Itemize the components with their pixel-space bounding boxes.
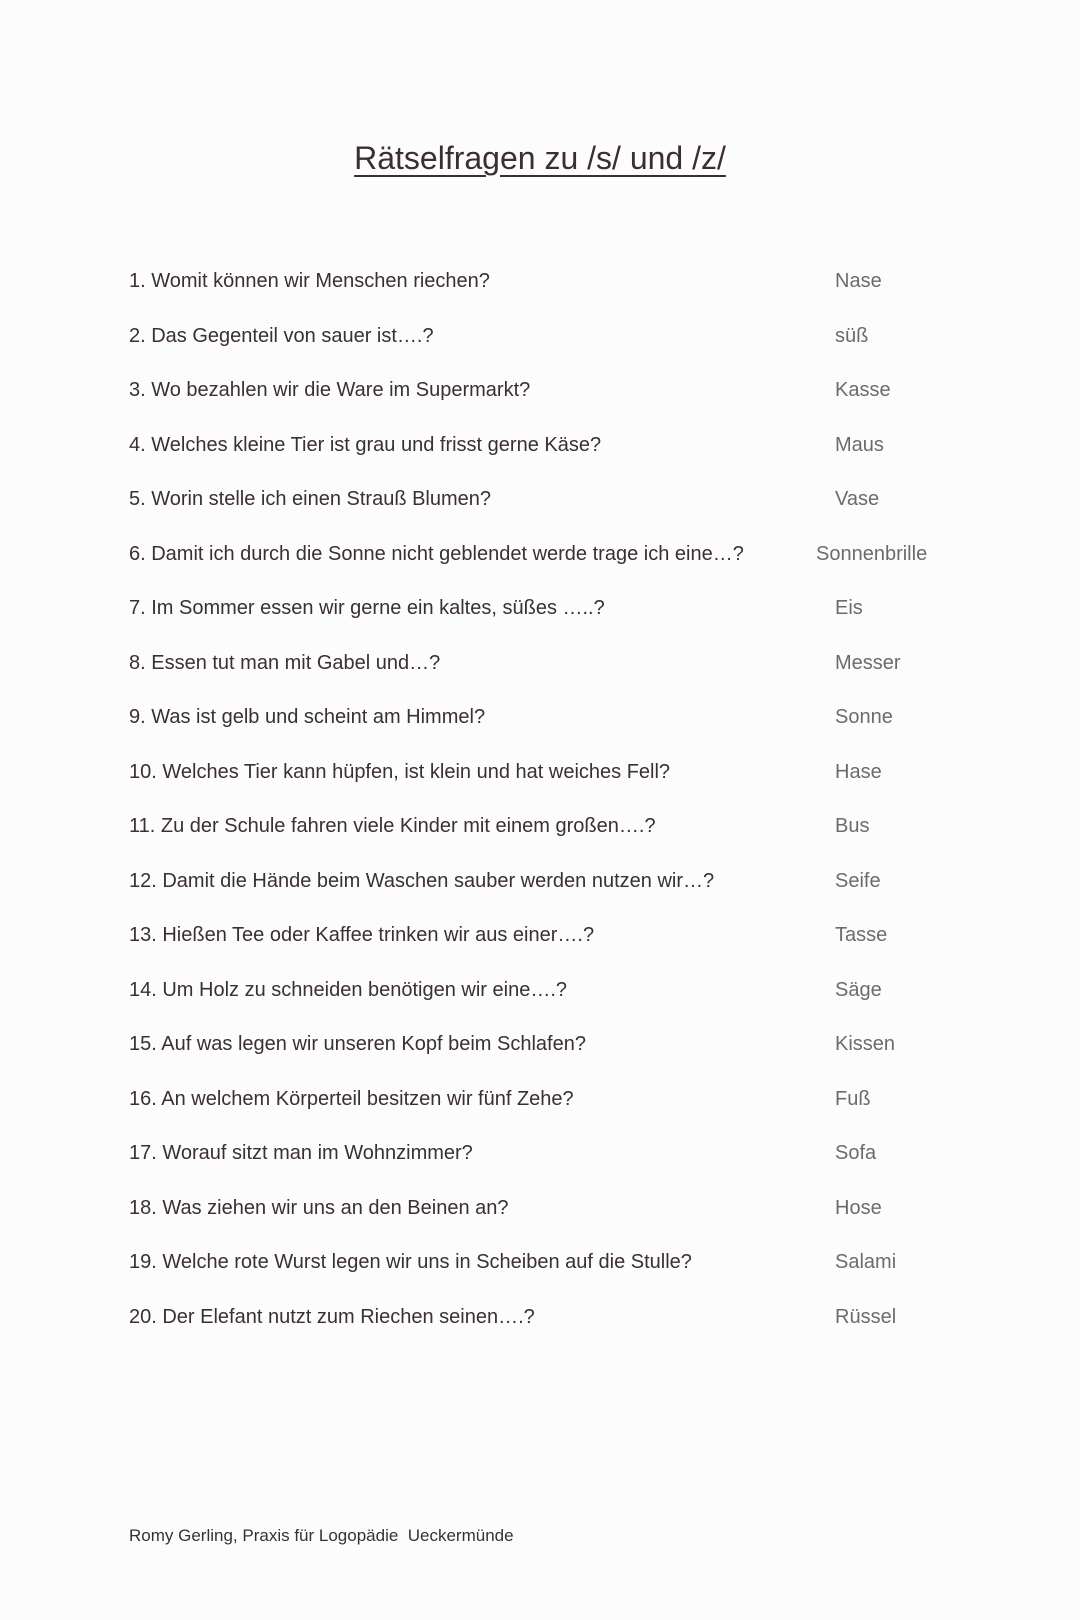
answer-text: Hose [835,1196,882,1219]
list-item [129,757,959,812]
question-text: 16. An welchem Körperteil besitzen wir fünf Zehe? [129,1087,574,1110]
answer-text: Salami [835,1251,897,1273]
list-item [129,975,959,1030]
list-item [129,920,959,975]
answer-text: Fuß [835,1087,871,1110]
list-item [129,702,959,757]
list-item [129,1302,959,1357]
question-text: 5. Worin stelle ich einen Strauß Blumen? [129,488,492,510]
answer-text: Maus [835,433,884,456]
list-item [129,539,959,594]
footer-credit: Romy Gerling, Praxis für Logopädie Ueckermünde [129,1526,514,1545]
answer-text: Seife [835,869,881,892]
answer-text: Messer [835,651,901,674]
question-text: 9. Was ist gelb und scheint am Himmel? [129,706,486,728]
question-text: 20. Der Elefant nutzt zum Riechen seinen….? [129,1305,535,1328]
answer-text: Tasse [835,924,888,946]
answer-text: Kasse [835,379,891,401]
question-text: 17. Worauf sitzt man im Wohnzimmer? [129,1142,473,1164]
list-item [129,1084,959,1139]
answer-text: Sofa [835,1142,877,1164]
answer-text: Eis [835,597,863,619]
question-text: 6. Damit ich durch die Sonne nicht geblendet werde trage ich eine…? [129,542,744,565]
question-text: 8. Essen tut man mit Gabel und…? [129,651,441,674]
question-text: 4. Welches kleine Tier ist grau und frisst gerne Käse? [129,433,602,456]
question-text: 3. Wo bezahlen wir die Ware im Supermarkt? [129,379,531,401]
page-title-text: Rätselfragen zu /s/ und /z/ [354,140,726,176]
question-text: 11. Zu der Schule fahren viele Kinder mit einem großen….? [129,815,656,837]
answer-text: Sonne [835,706,893,728]
list-item [129,321,959,376]
list-item [129,375,959,430]
list-item [129,866,959,921]
question-text: 14. Um Holz zu schneiden benötigen wir eine….? [129,978,568,1001]
list-item [129,811,959,866]
question-text: 12. Damit die Hände beim Waschen sauber werden nutzen wir…? [129,869,715,892]
answer-text: süß [835,324,869,347]
page-title [0,140,1080,177]
answer-text: Rüssel [835,1305,897,1328]
question-text: 13. Hießen Tee oder Kaffee trinken wir aus einer….? [129,924,595,946]
list-item [129,1247,959,1302]
list-item [129,593,959,648]
question-text: 2. Das Gegenteil von sauer ist….? [129,324,434,347]
list-item [129,484,959,539]
question-text: 10. Welches Tier kann hüpfen, ist klein und hat weiches Fell? [129,760,671,783]
question-text: 7. Im Sommer essen wir gerne ein kaltes, süßes …..? [129,597,605,619]
question-text: 15. Auf was legen wir unseren Kopf beim Schlafen? [129,1033,586,1055]
answer-text: Sonnenbrille [816,542,928,565]
list-item [129,648,959,703]
question-text: 19. Welche rote Wurst legen wir uns in Scheiben auf die Stulle? [129,1251,692,1273]
answer-text: Nase [835,270,882,292]
list-item [129,1193,959,1248]
list-item [129,430,959,485]
question-text: 1. Womit können wir Menschen riechen? [129,270,490,292]
answer-text: Säge [835,978,882,1001]
list-item [129,1029,959,1084]
answer-text: Kissen [835,1033,896,1055]
list-item [129,266,959,321]
question-text: 18. Was ziehen wir uns an den Beinen an? [129,1196,509,1219]
answer-text: Vase [835,488,880,510]
answer-text: Bus [835,815,870,837]
question-list [129,266,959,1356]
answer-text: Hase [835,760,882,783]
list-item [129,1138,959,1193]
